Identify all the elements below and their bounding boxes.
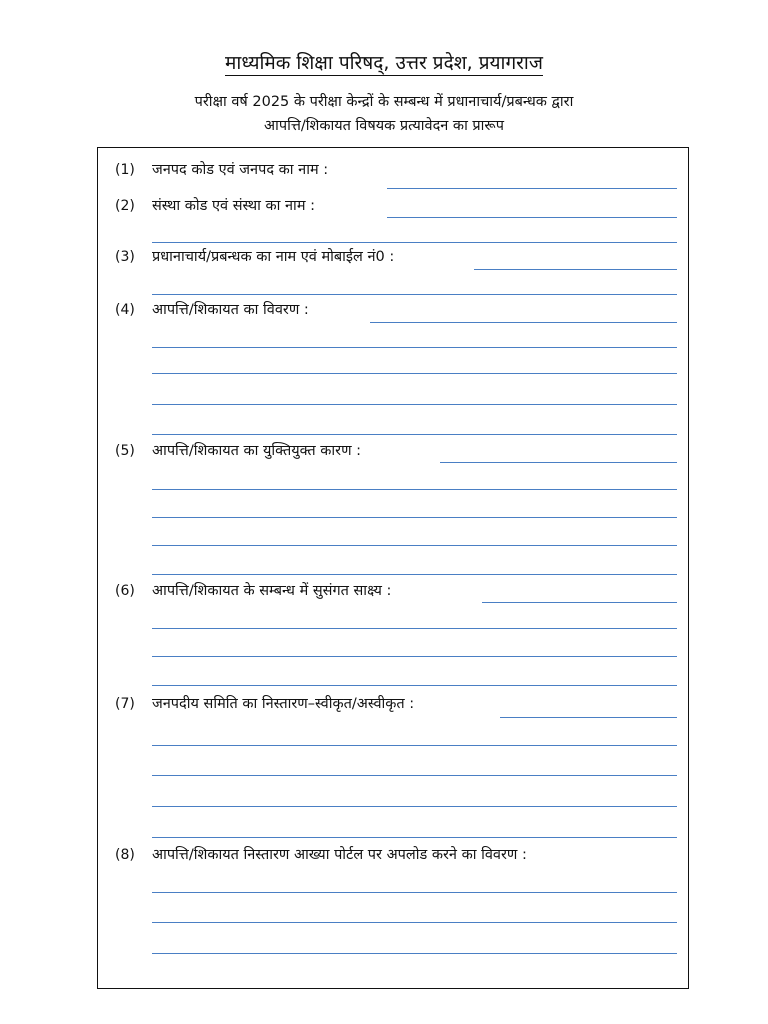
answer-line[interactable]: [152, 837, 677, 838]
field-number: (1): [115, 162, 135, 178]
answer-line[interactable]: [474, 269, 677, 270]
answer-line[interactable]: [370, 322, 677, 323]
answer-line[interactable]: [440, 462, 677, 463]
answer-line[interactable]: [152, 294, 677, 295]
answer-line[interactable]: [152, 373, 677, 374]
field-number: (7): [115, 696, 135, 712]
form-subtitle-line1: परीक्षा वर्ष 2025 के परीक्षा केन्द्रों के सम्बन्ध में प्रधानाचार्य/प्रबन्धक द्वारा: [194, 94, 574, 110]
field-label-principal: प्रधानाचार्य/प्रबन्धक का नाम एवं मोबाईल नं0 :: [152, 249, 395, 265]
field-label-evidence: आपत्ति/शिकायत के सम्बन्ध में सुसंगत साक्ष्य :: [152, 583, 392, 599]
answer-line[interactable]: [152, 656, 677, 657]
answer-line[interactable]: [152, 628, 677, 629]
answer-line[interactable]: [152, 685, 677, 686]
answer-line[interactable]: [152, 404, 677, 405]
field-number: (8): [115, 847, 135, 863]
answer-line[interactable]: [152, 775, 677, 776]
answer-line[interactable]: [152, 545, 677, 546]
answer-line[interactable]: [482, 602, 677, 603]
answer-line[interactable]: [152, 806, 677, 807]
field-number: (6): [115, 583, 135, 599]
answer-line[interactable]: [387, 217, 677, 218]
field-label-objection-reason: आपत्ति/शिकायत का युक्तियुक्त कारण :: [152, 443, 362, 459]
answer-line[interactable]: [152, 745, 677, 746]
field-label-objection-details: आपत्ति/शिकायत का विवरण :: [152, 302, 309, 318]
field-number: (2): [115, 198, 135, 214]
answer-line[interactable]: [152, 892, 677, 893]
field-label-district: जनपद कोड एवं जनपद का नाम :: [152, 162, 329, 178]
field-number: (3): [115, 249, 135, 265]
answer-line[interactable]: [152, 242, 677, 243]
answer-line[interactable]: [500, 717, 677, 718]
answer-line[interactable]: [152, 434, 677, 435]
form-title: माध्यमिक शिक्षा परिषद्, उत्तर प्रदेश, प्रयागराज: [225, 52, 543, 74]
field-number: (4): [115, 302, 135, 318]
answer-line[interactable]: [152, 574, 677, 575]
field-label-institution: संस्था कोड एवं संस्था का नाम :: [152, 198, 315, 214]
field-label-portal-upload: आपत्ति/शिकायत निस्तारण आख्या पोर्टल पर अपलोड करने का विवरण :: [152, 847, 527, 863]
field-label-committee-decision: जनपदीय समिति का निस्तारण–स्वीकृत/अस्वीकृत :: [152, 696, 415, 712]
answer-line[interactable]: [387, 188, 677, 189]
answer-line[interactable]: [152, 489, 677, 490]
field-number: (5): [115, 443, 135, 459]
answer-line[interactable]: [152, 922, 677, 923]
answer-line[interactable]: [152, 953, 677, 954]
answer-line[interactable]: [152, 517, 677, 518]
answer-line[interactable]: [152, 347, 677, 348]
form-subtitle-line2: आपत्ति/शिकायत विषयक प्रत्यावेदन का प्रारूप: [264, 118, 504, 134]
